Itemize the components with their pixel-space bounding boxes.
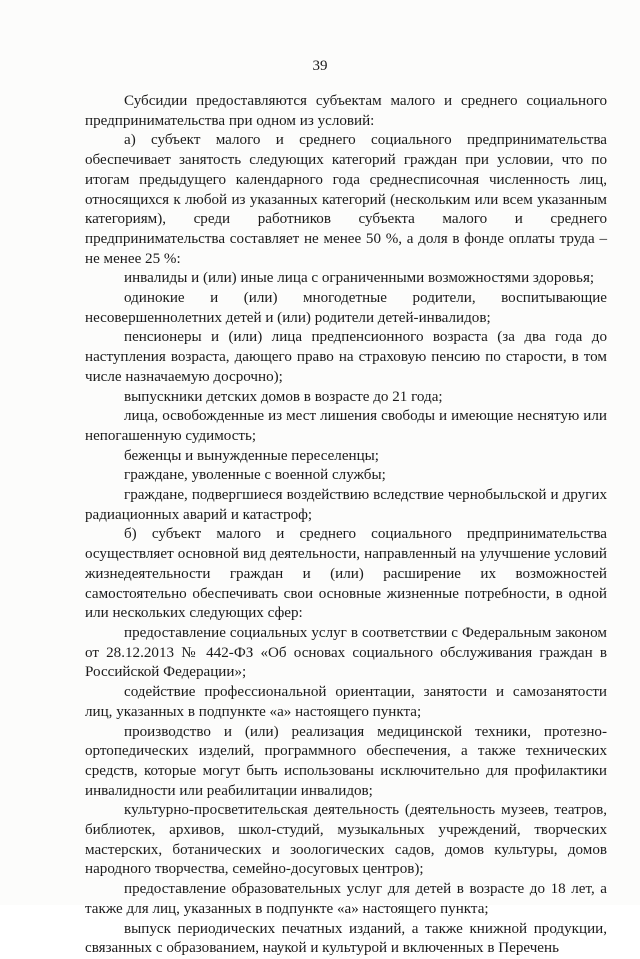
paragraph: предоставление образовательных услуг для детей в возрасте до 18 лет, а также для лиц, указанных в подпункте «а» настоящего пункта;	[85, 881, 607, 917]
paragraph: одинокие и (или) многодетные родители, воспитывающие несовершеннолетних детей и (или) родители детей-инвалидов;	[85, 290, 607, 326]
paragraph: содействие профессиональной ориентации, занятости и самозанятости лиц, указанных в подпункте «а» настоящего пункта;	[85, 684, 607, 720]
paragraph: культурно-просветительская деятельность (деятельность музеев, театров, библиотек, архивов, школ-студий, музыкальных учреждений, творческих мастерских, ботанических и зоологических садов, домов культуры, домов народного творчества, семейно-досуговых центров);	[85, 802, 607, 878]
paragraph: выпуск периодических печатных изданий, а также книжной продукции, связанных с образованием, наукой и культурой и включенных в Перечень	[85, 920, 607, 957]
paragraph: Субсидии предоставляются субъектам малого и среднего социального предпринимательства при одном из условий:	[85, 93, 607, 129]
paragraph: выпускники детских домов в возрасте до 21 года;	[124, 388, 443, 405]
document-body	[85, 92, 607, 959]
paragraph: предоставление социальных услуг в соответствии с Федеральным законом от 28.12.2013 № 442-ФЗ «Об основах социального обслуживания граждан в Российской Федерации»;	[85, 624, 607, 681]
page-number: 39	[312, 58, 328, 74]
paragraph: граждане, уволенные с военной службы;	[124, 467, 386, 484]
paragraph: пенсионеры и (или) лица предпенсионного возраста (за два года до наступления возраста, дающего право на страховую пенсию по старости, в том числе назначаемую досрочно);	[85, 329, 607, 385]
paragraph: а) субъект малого и среднего социального предпринимательства обеспечивает занятость следующих категорий граждан при условии, что по итогам предыдущего календарного года среднесписочная численность лиц, относящихся к любой из указанных категорий (нескольким или всем указанным категориям), среди работников субъекта малого и среднего предпринимательства составляет не менее 50 %, а доля в фонде оплаты труда – не менее 25 %:	[85, 132, 607, 267]
paragraph: лица, освобожденные из мест лишения свободы и имеющие неснятую или непогашенную судимость;	[85, 408, 607, 444]
paragraph: беженцы и вынужденные переселенцы;	[124, 447, 380, 464]
paragraph: инвалиды и (или) иные лица с ограниченными возможностями здоровья;	[124, 270, 595, 287]
paragraph: б) субъект малого и среднего социального предпринимательства осуществляет основной вид деятельности, направленный на улучшение условий жизнедеятельности граждан и (или) расширение их возможностей самостоятельно обеспечивать свои основные жизненные потребности, в одной или нескольких следующих сфер:	[85, 526, 607, 622]
paragraph: производство и (или) реализация медицинской техники, протезно-ортопедических изделий, программного обеспечения, а также технических средств, которые могут быть использованы исключительно для профилактики инвалидности или реабилитации инвалидов;	[85, 723, 607, 799]
paragraph: граждане, подвергшиеся воздействию вследствие чернобыльской и других радиационных аварий и катастроф;	[85, 487, 607, 523]
